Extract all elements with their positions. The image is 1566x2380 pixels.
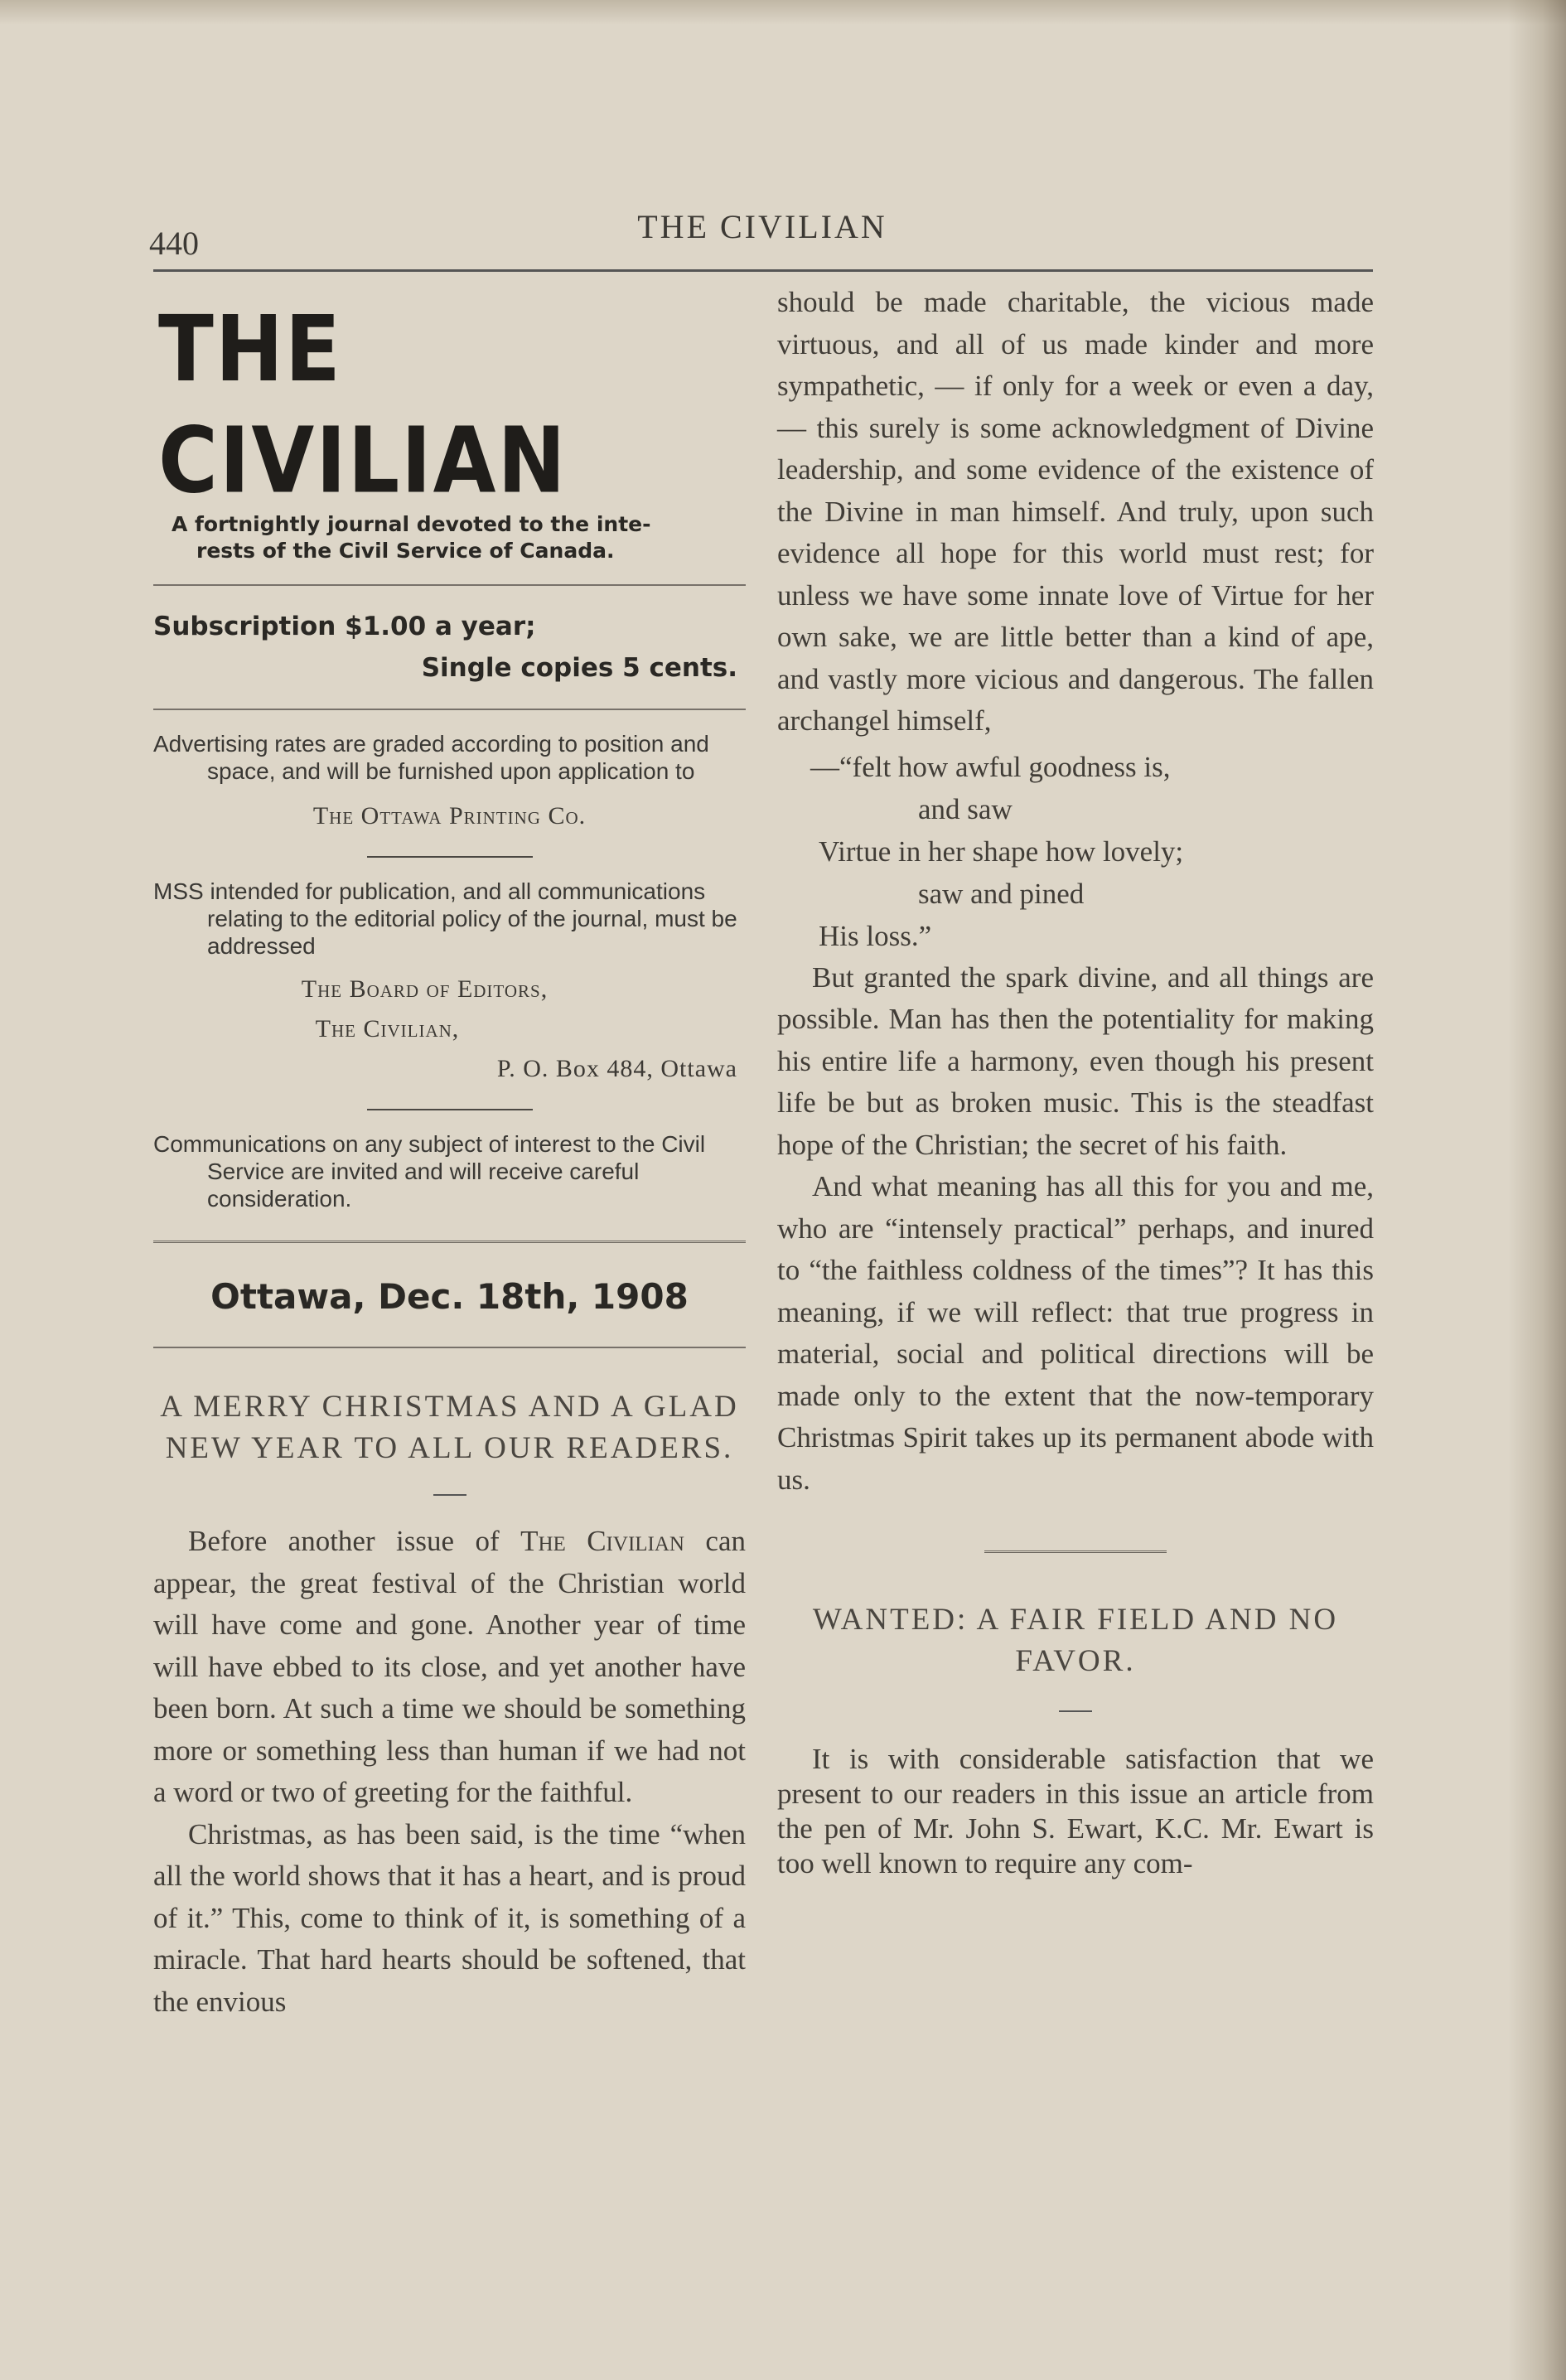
- printer-name: The Ottawa Printing Co.: [312, 802, 587, 830]
- left-column: [153, 282, 746, 2023]
- paragraph-text: Before another issue of: [188, 1525, 521, 1557]
- article1-paragraph-2: Christmas, as has been said, is the time “when all the world shows that it has a heart, and is proud of it.” This, come to think of it, is something of a miracle. That hard hearts should be softened, that the envious: [153, 1817, 746, 2018]
- article1-body-end: [777, 957, 1374, 1502]
- address-line-3: P. O. Box 484, Ottawa: [496, 1055, 737, 1082]
- tagline-line-2: rests of the Civil Service of Canada.: [196, 539, 615, 563]
- civilian-smallcaps: The Civilian: [520, 1525, 684, 1557]
- running-head: [149, 207, 1375, 262]
- masthead-title: THE CIVILIAN: [158, 297, 568, 515]
- article2-heading: WANTED: A FAIR FIELD AND NO FAVOR.: [812, 1603, 1339, 1678]
- verse-line: and saw: [918, 792, 1013, 825]
- issue-date: Ottawa, Dec. 18th, 1908: [210, 1276, 689, 1317]
- right-column: [777, 282, 1374, 1881]
- tagline-line-1: A fortnightly journal devoted to the inte-: [172, 512, 651, 536]
- header-rule: [153, 269, 1373, 272]
- address-line-2: The Civilian,: [315, 1015, 460, 1042]
- verse-quote: [777, 746, 1374, 957]
- communications-notice: Communications on any subject of interest to the Civil Service are invited and will receive careful consideration.: [153, 1131, 706, 1212]
- address-line-1: The Board of Editors,: [301, 975, 549, 1003]
- subscription-block: [153, 606, 746, 689]
- article1-paragraph-4: And what meaning has all this for you and me, who are “intensely practical” perhaps, and inured to “the faithless coldness of the times”? It has this meaning, if we will reflect: that true progress in material, social and political directions will be made only to the extent that the now-temporary Christmas Spirit takes up its permanent abode with us.: [777, 1170, 1374, 1496]
- divider-double: [984, 1550, 1167, 1556]
- divider-double: [153, 1241, 746, 1246]
- subscription-yearly: Subscription $1.00 a year;: [153, 612, 536, 641]
- advertising-notice: Advertising rates are graded according to position and space, and will be furnished upon application to: [153, 731, 709, 784]
- verse-line: —“felt how awful goodness is,: [810, 750, 1171, 783]
- verse-line: saw and pined: [918, 877, 1085, 910]
- masthead-tagline: [172, 511, 746, 564]
- page-shadow-right: [1508, 0, 1566, 2380]
- paragraph-text: can appear, the great festival of the Christian world will have come and gone. Another year of time will have ebbed to its close, and yet another have been born. At such a time we should be something more or something less than human if we had not a word or two of greeting for the faithful.: [153, 1525, 746, 1808]
- heading-dash: [433, 1494, 466, 1496]
- article2-body: [777, 1742, 1374, 1881]
- article2-paragraph-1: It is with considerable satisfaction that we present to our readers in this issue an article from the pen of Mr. John S. Ewart, K.C. Mr. Ewart is too well known to require any com-: [777, 1743, 1374, 1879]
- article1-paragraph-1: [153, 1521, 746, 1814]
- divider: [153, 584, 746, 586]
- divider-short: [367, 856, 533, 858]
- article1-paragraph-2-continued: should be made charitable, the vicious made virtuous, and all of us made kinder and more sympathetic, — if only for a week or even a day, — this surely is some acknowledgment of Divine leadership, and some evidence of the existence of the Divine in man himself. And truly, upon such evidence all hope for this world must rest; for unless we have some innate love of Virtue for her own sake, we are little better than a kind of ape, and vastly more vicious and dangerous. The fallen archangel himself,: [777, 286, 1374, 737]
- heading-dash: [1059, 1710, 1092, 1712]
- article1-body: [153, 1521, 746, 2023]
- divider-short: [367, 1109, 533, 1110]
- page-shadow-top: [0, 0, 1566, 25]
- verse-line: His loss.”: [819, 919, 932, 952]
- article1-body-continued: [777, 282, 1374, 743]
- verse-line: Virtue in her shape how lovely;: [819, 834, 1184, 868]
- divider: [153, 1347, 746, 1348]
- article1-heading: A MERRY CHRISTMAS AND A GLAD NEW YEAR TO ALL OUR READERS.: [160, 1390, 739, 1465]
- mss-notice: MSS intended for publication, and all communications relating to the editorial policy of the journal, must be addressed: [153, 878, 737, 959]
- page-number: 440: [149, 225, 199, 262]
- subscription-single: Single copies 5 cents.: [421, 653, 737, 683]
- divider: [153, 709, 746, 710]
- running-title: THE CIVILIAN: [637, 208, 887, 245]
- article1-paragraph-3: But granted the spark divine, and all things are possible. Man has then the potentiality for making his entire life a harmony, even though his present life be but as broken music. This is the steadfast hope of the Christian; the secret of his faith.: [777, 960, 1374, 1161]
